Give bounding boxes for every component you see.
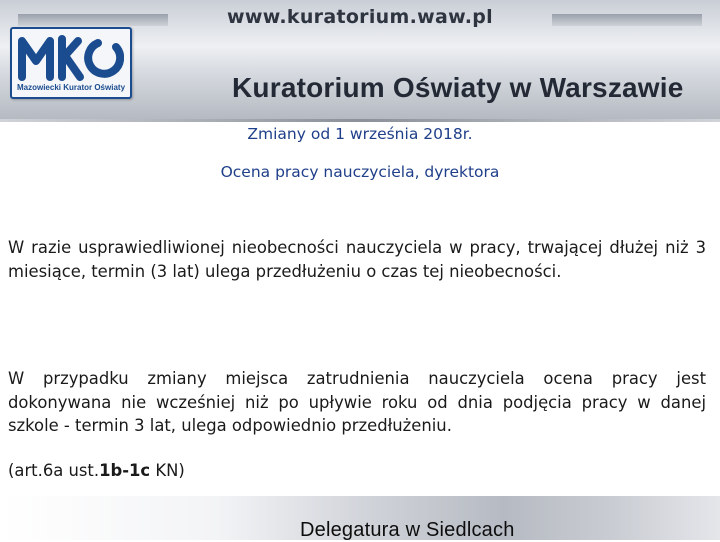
paragraph-employment-change: W przypadku zmiany miejsca zatrudnienia nauczyciela ocena pracy jest dokonywana nie wcześniej niż po upływie roku od dnia podjęcia pracy w danej szkole - termin 3 lat, ulega odpowiednio przedłużeniu.: [8, 369, 706, 435]
mko-logo: [10, 27, 132, 99]
slide-subtitle-topic: Ocena pracy nauczyciela, dyrektora: [220, 163, 500, 181]
paragraph-absence: W razie usprawiedliwionej nieobecności nauczyciela w pracy, trwającej dłużej niż 3 miesiące, termin (3 lat) ulega przedłużeniu o czas tej nieobecności.: [8, 238, 706, 281]
logo-caption: Mazowiecki Kurator Oświaty: [16, 83, 126, 92]
website-url[interactable]: www.kuratorium.waw.pl: [227, 6, 493, 28]
organization-name: Kuratorium Oświaty w Warszawie: [232, 72, 684, 103]
legal-reference: [8, 461, 185, 480]
footer-delegation: Delegatura w Siedlcach: [300, 519, 515, 541]
slide-subtitle-date: Zmiany od 1 września 2018r.: [247, 125, 473, 143]
reference-prefix: (art.6a ust.: [8, 461, 100, 480]
mko-logo-icon: [18, 33, 124, 83]
reference-suffix: KN): [150, 461, 185, 480]
header-banner: [0, 0, 720, 122]
reference-bold: 1b-1c: [99, 461, 151, 480]
